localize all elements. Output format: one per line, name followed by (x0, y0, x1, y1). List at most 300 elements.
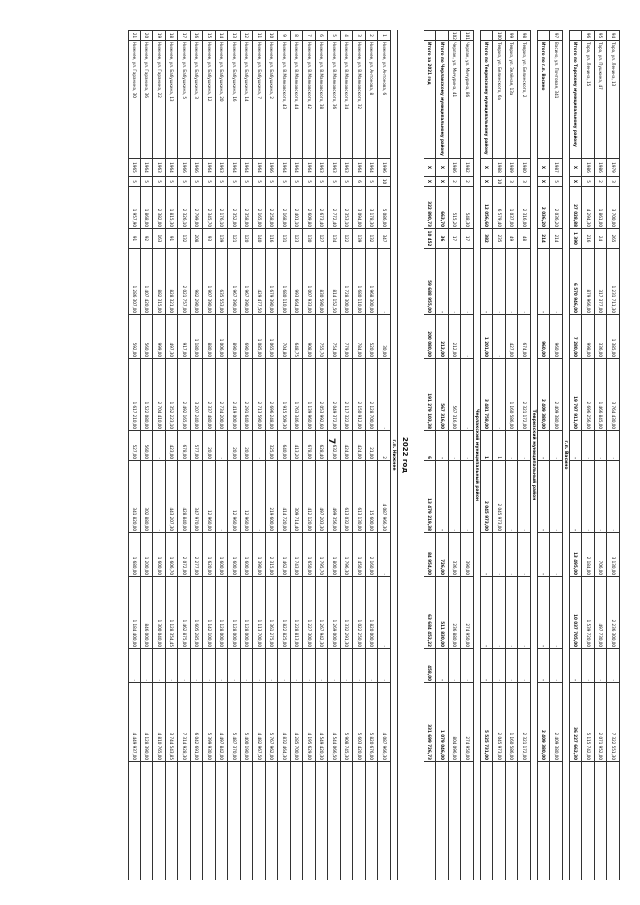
table-cell: - (519, 248, 531, 314)
table-cell: 1 286 307,00 (130, 248, 141, 314)
table-cell: - (519, 460, 531, 532)
table-cell: 93 (204, 228, 216, 248)
table-cell: 341 820,00 (130, 460, 141, 532)
table-cell: 5 (341, 176, 353, 186)
table-cell: Нижнее, ул. Бабушкина, 13 (166, 40, 178, 158)
table-row (341, 30, 354, 880)
table-cell: 5 (241, 176, 253, 186)
table-cell: 95 (595, 30, 607, 40)
table-cell: 36 (437, 228, 449, 248)
table-cell: 2 021 757,00 (179, 248, 191, 314)
table-cell: 2 492 165,00 (179, 358, 191, 430)
table-cell: 1 006,00 (216, 314, 228, 358)
table-cell: 1 600,00 (229, 532, 241, 576)
table-cell: 3 700,00 (608, 186, 620, 228)
table-cell: 4 482 967,50 (254, 682, 266, 762)
table-cell: - (379, 248, 391, 314)
table-cell: 1 957,90 (130, 186, 141, 228)
table-cell: - (481, 248, 493, 314)
table-cell: - (437, 460, 449, 532)
table-cell: - (462, 460, 474, 532)
table-cell: Итого по Тарскому муниципальному району (570, 40, 582, 158)
table-cell: 1986 (595, 158, 607, 176)
table-cell (424, 30, 436, 40)
table-cell: 424,00 (341, 430, 353, 460)
table-cell: Нижнее, ул. В.Маяковского, 44 (291, 40, 303, 158)
table-row (204, 30, 217, 880)
table-cell: 6 (424, 430, 436, 460)
table-cell: 98 (519, 30, 531, 40)
table-cell: Тара, ул. Пушкина, 47 (595, 40, 607, 158)
table-row (519, 30, 532, 880)
table-cell: X (570, 158, 582, 176)
table-cell: - (538, 248, 550, 314)
table-row (506, 30, 519, 880)
table-cell: 10 452 (424, 228, 436, 248)
table-cell: 1 128 000,00 (241, 576, 253, 648)
table-cell: 1 128 000,00 (229, 576, 241, 648)
table-cell: 1982 (462, 158, 474, 176)
table-cell: 2 (379, 430, 391, 460)
table-cell: - (154, 430, 166, 460)
table-cell: 2 168,00 (279, 186, 291, 228)
table-cell: 1965 (130, 158, 141, 176)
table-cell: - (449, 430, 461, 460)
table-cell: 560,00 (141, 430, 153, 460)
table-cell: 101 (462, 30, 474, 40)
table-cell: - (608, 430, 620, 460)
table-cell: 5 (551, 176, 563, 186)
table-cell: 424,00 (354, 430, 366, 460)
table-cell: 97 (551, 30, 563, 40)
table-cell: - (341, 648, 353, 682)
table-cell: - (583, 430, 595, 460)
table-cell: 20,00 (229, 430, 241, 460)
table-cell: 212,00 (449, 314, 461, 358)
table-cell: 5 399 930,00 (204, 682, 216, 762)
table-cell: 5 525 731,00 (481, 682, 493, 762)
table-cell: 1 022 250,00 (354, 576, 366, 648)
buildings-table (35, 30, 620, 880)
table-cell: 20,00 (241, 430, 253, 460)
table-cell: 235 (494, 228, 506, 248)
table-cell: - (462, 248, 474, 314)
table-cell: - (506, 430, 518, 460)
table-cell: 2 (449, 176, 461, 186)
table-cell: 302 880,00 (141, 460, 153, 532)
table-cell: 2 321 172,00 (519, 682, 531, 762)
table-cell: Нижнее, ул. Бабушкина, 2 (266, 40, 278, 158)
table-cell: 132 (179, 228, 191, 248)
table-row (329, 30, 342, 880)
table-cell: - (462, 430, 474, 460)
table-cell: 191 279 103,38 (424, 358, 436, 430)
table-cell: 216 (583, 228, 595, 248)
table-cell: 5 767 962,00 (266, 682, 278, 762)
table-cell: 5 115 742,00 (583, 682, 595, 762)
table-cell: 1964 (229, 158, 241, 176)
table-cell: 1964 (291, 158, 303, 176)
table-cell: 1 065,00 (266, 314, 278, 358)
table-cell: 91 (166, 228, 178, 248)
table-cell: 1 915 509,30 (279, 358, 291, 430)
table-cell: 515,20 (449, 186, 461, 228)
table-cell: 200 080,00 (424, 314, 436, 358)
table-row (154, 30, 167, 880)
table-cell: 96 (583, 30, 595, 40)
table-cell: 21 (130, 30, 141, 40)
table-cell: 4 (341, 30, 353, 40)
table-cell: 1963 (316, 158, 328, 176)
table-cell: 274 950,00 (462, 682, 474, 762)
year-heading: 2022 год (401, 436, 409, 474)
table-cell: 19 (154, 30, 166, 40)
table-cell: 5 (254, 176, 266, 186)
table-cell: 880,00 (204, 314, 216, 358)
table-cell: 560,00 (141, 314, 153, 358)
table-cell: 1 184 400,00 (130, 576, 141, 648)
table-cell: 1 600,00 (154, 532, 166, 576)
table-cell: 48 (519, 228, 531, 248)
table-cell: 4 195 629,00 (304, 682, 316, 762)
table-cell: 427,00 (506, 314, 518, 358)
table-cell: 458,00 (424, 648, 436, 682)
table-row (179, 30, 192, 880)
table-cell: - (551, 460, 563, 532)
table-cell: 2 165,00 (254, 186, 266, 228)
table-cell: 1 160 586,00 (506, 358, 518, 430)
table-cell: 890,00 (229, 314, 241, 358)
table-cell: 2 799,00 (191, 186, 203, 228)
table-cell: - (570, 460, 582, 532)
total-row (538, 30, 551, 880)
table-cell: X (424, 176, 436, 186)
table-cell: - (551, 430, 563, 460)
table-cell: 1963 (216, 158, 228, 176)
table-cell: 567 316,00 (449, 358, 461, 430)
table-cell: - (519, 576, 531, 648)
table-cell: - (379, 532, 391, 576)
table-cell: 4 128 390,00 (141, 682, 153, 762)
table-row (304, 30, 317, 880)
total-row (570, 30, 583, 880)
table-cell: - (379, 576, 391, 648)
table-cell: 1 128 000,00 (216, 576, 228, 648)
table-cell: 1963 (341, 158, 353, 176)
table-cell: 548,30 (462, 186, 474, 228)
table-cell: Нижнее, ул. В.Маяковского, 36 (329, 40, 341, 158)
table-cell: 100 (494, 30, 506, 40)
table-row (354, 30, 367, 880)
table-cell: 208 (191, 228, 203, 248)
table-cell: 1 007 933,00 (304, 248, 316, 314)
table-cell: 18 (166, 30, 178, 40)
table-cell: 2 053 992,60 (316, 358, 328, 430)
table-cell: 1 200,00 (141, 532, 153, 576)
table-cell: 5 (130, 176, 141, 186)
table-cell: 21,00 (366, 430, 378, 460)
table-cell: 1 180,00 (191, 314, 203, 358)
table-cell: 628,40 (316, 430, 328, 460)
table-cell: 1 680,00 (130, 532, 141, 576)
table-cell: 1 361 275,00 (266, 576, 278, 648)
table-cell: 6 570 946,00 (570, 248, 582, 314)
table-cell: 12 960,00 (204, 460, 216, 532)
table-row (494, 30, 507, 880)
table-cell: 116 (266, 228, 278, 248)
table-cell: 1 968 300,00 (366, 248, 378, 314)
table-cell: 11 (254, 30, 266, 40)
table-cell: 2 176,10 (216, 186, 228, 228)
table-cell: 84 954,00 (424, 532, 436, 576)
table-cell: 592,00 (130, 314, 141, 358)
table-cell: 49 (506, 228, 518, 248)
table-cell: X (538, 176, 550, 186)
table-cell: Черлак, ул. Мичурина, 86 (462, 40, 474, 158)
table-cell: 121 (229, 228, 241, 248)
table-cell: - (437, 248, 449, 314)
section-heading: г.п. Нижнее (391, 30, 398, 880)
table-cell: Нижнее, ул. В.Маяковского, 42 (304, 40, 316, 158)
total-row (481, 30, 494, 880)
table-cell: - (494, 576, 506, 648)
table-cell: 2 358,00 (241, 186, 253, 228)
table-cell: 1 620,00 (204, 532, 216, 576)
table-cell: 704,80 (279, 314, 291, 358)
table-cell: 1980 (519, 158, 531, 176)
table-row (316, 30, 329, 880)
table-cell: 12 (241, 30, 253, 40)
table-cell: 882 315,00 (154, 248, 166, 314)
table-cell: 2 409 380,00 (551, 358, 563, 430)
table-cell: 520,00 (366, 314, 378, 358)
table-cell: 5 (229, 176, 241, 186)
table-cell: - (494, 358, 506, 430)
table-cell: - (481, 532, 493, 576)
table-row (595, 30, 608, 880)
table-cell: 12 960,00 (241, 460, 253, 532)
table-cell: 2 352,00 (229, 186, 241, 228)
table-cell: 5 908 745,30 (341, 682, 353, 762)
table-cell: 134 (329, 228, 341, 248)
table-cell: 1 037,00 (506, 186, 518, 228)
table-cell: Нижнее, ул. Бабушкина, 5 (179, 40, 191, 158)
table-cell: 13 479 219,38 (424, 460, 436, 532)
table-cell: 2 291 640,00 (241, 358, 253, 430)
table-cell: - (437, 430, 449, 460)
table-cell: - (519, 648, 531, 682)
table-cell: 1 600,00 (241, 532, 253, 576)
table-cell: 1 679 390,00 (266, 248, 278, 314)
table-cell: 1 079 046,00 (437, 682, 449, 762)
table-cell: 30,00 (379, 314, 391, 358)
table-cell: 3 207 240,00 (191, 358, 203, 430)
table-cell: 3 (519, 176, 531, 186)
table-cell: 1964 (304, 158, 316, 176)
table-cell: 1964 (254, 158, 266, 176)
table-row (279, 30, 292, 880)
table-cell: Васино, ул. Почтовая, 341 (551, 40, 563, 158)
table-cell: - (608, 648, 620, 682)
table-cell: Нижнее, ул. В.Маяковского, 43 (279, 40, 291, 158)
table-cell: 6 (354, 176, 366, 186)
table-cell: 2 419 000,00 (229, 358, 241, 430)
table-cell: 999,00 (154, 314, 166, 358)
table-cell: 1 522 080,00 (141, 358, 153, 430)
table-cell: 122 (341, 228, 353, 248)
table-cell: 20 (141, 30, 153, 40)
table-cell: 2 353,10 (341, 186, 353, 228)
table-cell: 3 178,30 (366, 186, 378, 228)
table-cell: 497 203,30 (316, 460, 328, 532)
table-cell: 1 680 110,00 (354, 248, 366, 314)
table-cell: 635 553,00 (216, 248, 228, 314)
table-cell: - (462, 648, 474, 682)
table-cell: - (583, 460, 595, 532)
table-cell: - (254, 648, 266, 682)
table-cell: X (437, 176, 449, 186)
table-cell: - (462, 358, 474, 430)
table-cell: - (494, 314, 506, 358)
table-cell: 1966 (191, 158, 203, 176)
table-cell: 7 280,00 (570, 314, 582, 358)
table-cell: 139 (354, 228, 366, 248)
table-cell: - (449, 648, 461, 682)
table-cell: - (538, 460, 550, 532)
table-cell: Нижнее, ул. Гаранина, 30 (130, 40, 141, 158)
table-cell: 92 (141, 228, 153, 248)
table-cell: Нижнее, ул. Бабушкина, 7 (254, 40, 266, 158)
table-cell: - (494, 248, 506, 314)
table-cell: 726,00 (437, 532, 449, 576)
table-cell: - (595, 648, 607, 682)
table-cell: 390,00 (462, 532, 474, 576)
table-cell: 2 (595, 176, 607, 186)
table-cell: 648,75 (291, 314, 303, 358)
table-cell: X (570, 176, 582, 186)
table-cell: 1 763 346,00 (291, 358, 303, 430)
table-cell: 325,00 (266, 430, 278, 460)
table-cell (570, 30, 582, 40)
table-cell: - (379, 648, 391, 682)
table-cell: - (570, 430, 582, 460)
table-cell: 2 184,00 (583, 532, 595, 576)
table-cell: 1 861,00 (595, 186, 607, 228)
table-cell: 236 880,00 (449, 576, 461, 648)
table-cell: 804 096,00 (449, 682, 461, 762)
table-cell: 382 (481, 228, 493, 248)
table-cell: - (204, 648, 216, 682)
table-cell: 414 720,00 (279, 460, 291, 532)
table-cell: 960,00 (538, 314, 550, 358)
table-cell: 429 477,50 (254, 248, 266, 314)
table-cell: 13 (229, 30, 241, 40)
table-cell: 1986 (449, 158, 461, 176)
table-cell: 1 231 711,30 (608, 248, 620, 314)
table-cell: 1 085,00 (254, 314, 266, 358)
table-row (229, 30, 242, 880)
table-row (216, 30, 229, 880)
table-cell: 163 (154, 228, 166, 248)
table-cell: 4 810 765,00 (154, 682, 166, 762)
table-cell: 2 345,70 (204, 186, 216, 228)
table-cell: - (551, 576, 563, 648)
table-cell: 3 764 430,00 (608, 358, 620, 430)
table-cell: 1986 (583, 158, 595, 176)
table-cell: 5 (154, 176, 166, 186)
table-cell: - (354, 648, 366, 682)
table-cell: 1 462 875,00 (179, 576, 191, 648)
table-cell: 2 337 480,00 (204, 358, 216, 430)
table-cell: 1966 (266, 158, 278, 176)
table-cell: - (481, 576, 493, 648)
table-cell: 3 (608, 176, 620, 186)
table-cell: 17 (462, 228, 474, 248)
table-row (379, 30, 392, 880)
table-cell: 1 269 000,00 (329, 576, 341, 648)
table-cell: 10 (379, 176, 391, 186)
table-cell: 1 967 390,00 (229, 248, 241, 314)
table-cell: Нижнее, ул. В.Маяковского, 34 (341, 40, 353, 158)
table-cell: 2 673,40 (316, 186, 328, 228)
table-cell: 7 314 928,30 (179, 682, 191, 762)
table-cell: 1966 (179, 158, 191, 176)
table-cell: - (506, 648, 518, 682)
table-cell: 2 045 973,00 (494, 682, 506, 762)
table-cell: 7 322 551,30 (608, 682, 620, 762)
table-cell: 10 (494, 176, 506, 186)
table-cell: 4 294,30 (583, 186, 595, 228)
table-cell: - (254, 430, 266, 460)
table-cell: - (449, 248, 461, 314)
table-cell: 1964 (166, 158, 178, 176)
table-cell: Тевриз, ул. Белинского, 6а (494, 40, 506, 158)
table-row (291, 30, 304, 880)
table-cell: 663,70 (437, 186, 449, 228)
table-cell: 2 071 952,00 (595, 682, 607, 762)
table-cell: 5 (583, 176, 595, 186)
table-cell: - (216, 430, 228, 460)
table-cell: 2 (366, 30, 378, 40)
table-cell: - (583, 648, 595, 682)
table-cell: 1 907 390,00 (204, 248, 216, 314)
table-cell: - (462, 314, 474, 358)
table-cell: 6 042 691,00 (191, 682, 203, 762)
table-cell: - (506, 576, 518, 648)
table-cell: - (519, 532, 531, 576)
table-cell: 2 696 256,00 (583, 358, 595, 430)
table-cell: - (366, 648, 378, 682)
table-cell: 1 227 300,00 (304, 576, 316, 648)
table-cell: 265 (608, 228, 620, 248)
table-cell: 2 713 590,00 (254, 358, 266, 430)
table-cell: Нижнее, ул. Гаранина, 22 (154, 40, 166, 158)
table-cell: 1979 (608, 158, 620, 176)
table-cell: 2 150 912,00 (354, 358, 366, 430)
table-cell: - (570, 648, 582, 682)
table-cell: 814 152,50 (329, 248, 341, 314)
table-cell: - (154, 460, 166, 532)
table-cell: 2 036,20 (551, 186, 563, 228)
table-cell: 1 139 960,00 (304, 358, 316, 430)
table-cell: 1 466 845,00 (595, 358, 607, 430)
table-cell: 1 743,00 (291, 532, 303, 576)
table-cell: - (608, 460, 620, 532)
table-cell: 443 207,30 (166, 460, 178, 532)
table-cell: - (538, 430, 550, 460)
rotated-landscape-table (35, 30, 620, 880)
table-cell: 1 352 223,10 (166, 358, 178, 430)
